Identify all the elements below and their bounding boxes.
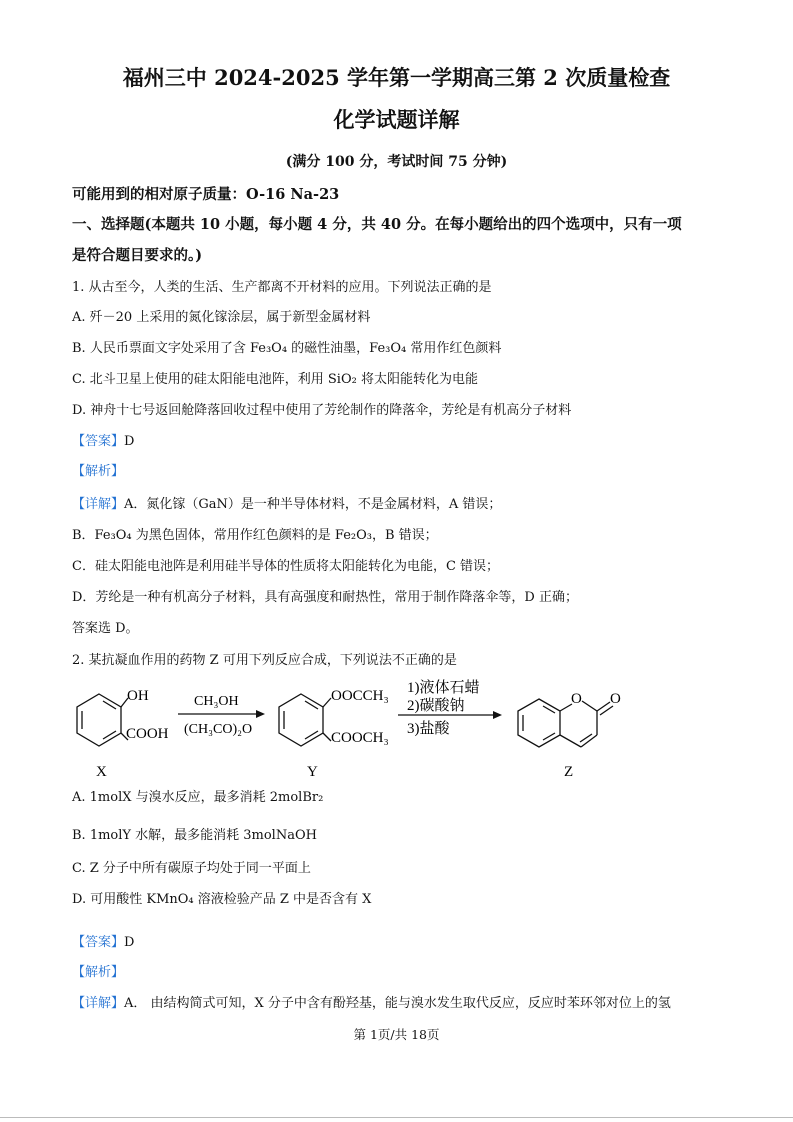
q1-analysis-tag: 【解析】 [72, 464, 125, 479]
q1-answer: D [124, 434, 135, 449]
reagent-2-step1: 1)液体石蜡 [407, 680, 480, 696]
q1-answer-line [72, 430, 134, 449]
q2-option-a: A. 1molX 与溴水反应，最多消耗 2molBr₂ [72, 790, 324, 805]
q2-answer-line [72, 931, 134, 950]
q2-analysis-tag: 【解析】 [72, 965, 125, 980]
label-x: X [96, 764, 107, 780]
q1-option-a: A. 歼－20 上采用的氮化镓涂层，属于新型金属材料 [72, 310, 371, 325]
q2-option-c: C. Z 分子中所有碳原子均处于同一平面上 [72, 861, 311, 876]
q2-detail-a-line [72, 992, 671, 1011]
section-heading-line2: 是符合题目要求的。) [72, 247, 203, 264]
x-cooh-label: COOH [126, 726, 169, 742]
atomic-mass-line: 可能用到的相对原子质量：O-16 Na-23 [72, 186, 340, 203]
exam-title: 福州三中 2024-2025 学年第一学期高三第 2 次质量检查 [122, 65, 671, 90]
q2-detail-a: A． 由结构简式可知，X 分子中含有酚羟基，能与溴水发生取代反应，反应时苯环邻对位上的氢 [124, 996, 671, 1011]
q1-conclusion: 答案选 D。 [72, 621, 139, 636]
q2-detail-tag: 【详解】 [72, 996, 125, 1011]
q1-stem: 1. 从古至今，人类的生活、生产都离不开材料的应用。下列说法正确的是 [72, 280, 492, 295]
label-z: Z [564, 764, 574, 780]
reagent-1-bottom: (CH₃CO)₂O [184, 722, 253, 737]
page-footer: 第 1页/共 18页 [353, 1027, 440, 1042]
q2-answer: D [124, 935, 135, 950]
q2-stem: 2. 某抗凝血作用的药物 Z 可用下列反应合成，下列说法不正确的是 [72, 653, 457, 668]
q1-detail-d: D．芳纶是一种有机高分子材料，具有高强度和耐热性，常用于制作降落伞等，D 正确； [72, 590, 578, 605]
exam-subtitle: 化学试题详解 [333, 107, 460, 132]
exam-info: (满分 100 分，考试时间 75 分钟) [285, 154, 508, 170]
molecule-x [77, 694, 128, 746]
q1-detail-a: A．氮化镓（GaN）是一种半导体材料，不是金属材料，A 错误； [124, 497, 502, 512]
q1-option-d: D. 神舟十七号返回舱降落回收过程中使用了芳纶制作的降落伞，芳纶是有机高分子材料 [72, 403, 572, 418]
reaction-arrow-1 [178, 710, 265, 718]
molecule-y [279, 694, 331, 746]
q2-answer-tag: 【答案】 [72, 935, 125, 950]
q1-detail-a-line [72, 493, 501, 512]
section-heading-line1: 一、选择题(本题共 10 小题，每小题 4 分，共 40 分。在每小题给出的四个选项中，只有一项 [72, 216, 682, 233]
reagent-1-top: CH₃OH [194, 694, 239, 709]
q1-detail-tag: 【详解】 [72, 497, 125, 512]
reagent-2-step3: 3)盐酸 [407, 721, 450, 737]
label-y: Y [307, 764, 318, 780]
q1-detail-b: B．Fe₃O₄ 为黑色固体，常用作红色颜料的是 Fe₂O₃，B 错误； [72, 528, 438, 543]
y-ester-bottom-label: COOCH₃ [331, 730, 389, 746]
q1-detail-c: C．硅太阳能电池阵是利用硅半导体的性质将太阳能转化为电能，C 错误； [72, 559, 500, 574]
q1-option-b: B. 人民币票面文字处采用了含 Fe₃O₄ 的磁性油墨，Fe₃O₄ 常用作红色颜料 [72, 341, 502, 356]
molecule-z [518, 699, 613, 747]
reaction-scheme [0, 672, 793, 784]
q2-option-d: D. 可用酸性 KMnO₄ 溶液检验产品 Z 中是否含有 X [72, 892, 372, 907]
q1-answer-tag: 【答案】 [72, 434, 125, 449]
page-bottom-divider [0, 1117, 793, 1118]
x-oh-label: OH [127, 688, 149, 704]
y-ester-top-label: OOCCH₃ [331, 688, 389, 704]
reagent-2-step2: 2)碳酸钠 [407, 698, 465, 714]
z-ring-oxygen: O [571, 691, 582, 707]
z-carbonyl-oxygen: O [610, 691, 621, 707]
q2-option-b: B. 1molY 水解，最多能消耗 3molNaOH [72, 828, 317, 843]
q1-option-c: C. 北斗卫星上使用的硅太阳能电池阵，利用 SiO₂ 将太阳能转化为电能 [72, 372, 478, 387]
